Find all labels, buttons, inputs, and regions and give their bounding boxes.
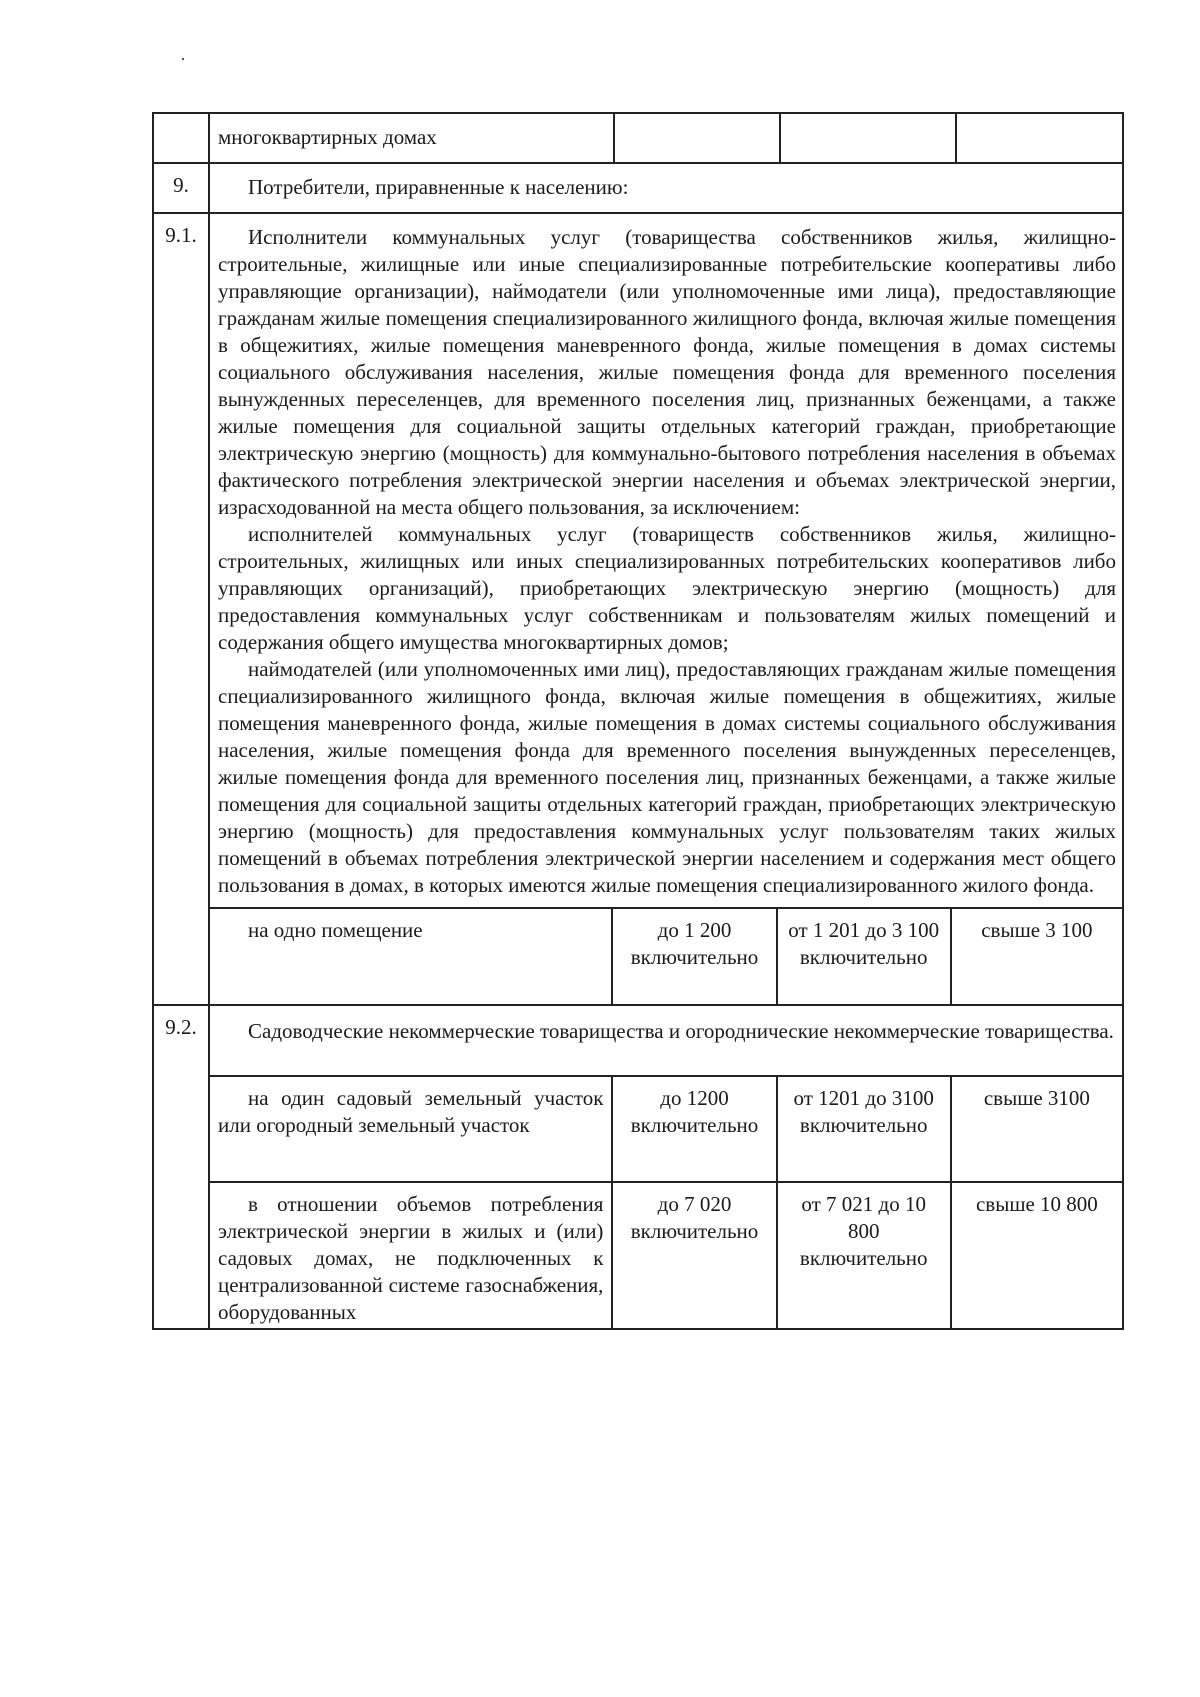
continuation-empty-2 (780, 113, 956, 163)
row-9-1-description (210, 214, 1122, 908)
row-9-1-range-1: до 1 200 включительно (612, 908, 776, 1004)
continuation-number-cell (153, 113, 209, 163)
row-9-1-content (209, 213, 1123, 1005)
row-9-2-number: 9.2. (153, 1005, 209, 1329)
row-9-1-inner (210, 214, 1122, 1004)
row-9-1-sub-label: на одно помещение (210, 908, 612, 1004)
row-9-2 (153, 1005, 1123, 1329)
continuation-empty-1 (614, 113, 780, 163)
row-9-2-sub1-range-1: до 1200 включительно (612, 1076, 776, 1182)
continuation-row (153, 113, 1123, 163)
tariff-table (152, 112, 1124, 1330)
row-9-2-sub1-label: на один садовый земельный участок или огородный земельный участок (210, 1076, 612, 1182)
row-9-number: 9. (153, 163, 209, 213)
paragraph-main: Исполнители коммунальных услуг (товарищества собственников жилья, жилищно-строительные, жилищные или иные специализированные потребительские кооперативы либо управляющие организации), наймодатели (или уполномоченные ими лица), предоставляющие гражданам жилые помещения специализированного жилищного фонда, включая жилые помещения в общежитиях, жилые помещения маневренного фонда, жилые помещения в домах системы социального обслуживания населения, жилые помещения фонда для временного поселения вынужденных переселенцев, для временного поселения лиц, признанных беженцами, а также жилые помещения для социальной защиты отдельных категорий граждан, приобретающие электрическую энергию (мощность) для коммунально-бытового потребления населения в объемах фактического потребления электрической энергии населения и объемах электрической энергии, израсходованной на места общего пользования, за исключением: (218, 225, 1116, 519)
row-9-2-sub2-range-2: от 7 021 до 10 800 включительно (777, 1182, 951, 1328)
row-9-1 (153, 213, 1123, 1005)
row-9-2-sub2-label: в отношении объемов потребления электрической энергии в жилых и (или) садовых домах, не подключенных к централизованной системе газоснабжения, оборудованных (210, 1182, 612, 1328)
row-9-1-range-3: свыше 3 100 (981, 918, 1093, 942)
row-9-2-content (209, 1005, 1123, 1329)
row-9 (153, 163, 1123, 213)
row-9-2-sub1-range-2: от 1201 до 3100 включительно (777, 1076, 951, 1182)
row-9-text: Потребители, приравненные к населению: (209, 163, 1123, 213)
paragraph-exception-1: исполнителей коммунальных услуг (товариществ собственников жилья, жилищно-строительных, жилищных или иных специализированных потребительских кооперативов либо управляющих организаций), приобретающих электрическую энергию (мощность) для предоставления коммунальных услуг собственникам и пользователям жилых помещений и содержания общего имущества многоквартирных домов; (218, 522, 1116, 654)
scan-dot (182, 58, 184, 60)
row-9-1-number: 9.1. (153, 213, 209, 1005)
row-9-2-description: Садоводческие некоммерческие товарищества и огороднические некоммерческие товарищества. (210, 1006, 1122, 1076)
continuation-text: многоквартирных домах (209, 113, 614, 163)
row-9-2-sub1-range-3: свыше 3100 (951, 1076, 1122, 1182)
row-9-2-sub2-range-1: до 7 020 включительно (612, 1182, 776, 1328)
row-9-2-inner (210, 1006, 1122, 1328)
row-9-2-sub2-range-3: свыше 10 800 (975, 1192, 1098, 1216)
row-9-1-range-2: от 1 201 до 3 100 включительно (777, 908, 951, 1004)
paragraph-exception-2: наймодателей (или уполномоченных ими лиц), предоставляющих гражданам жилые помещения специализированного жилищного фонда, включая жилые помещения в общежитиях, жилые помещения маневренного фонда, жилые помещения в домах системы социального обслуживания населения, жилые помещения фонда для временного поселения вынужденных переселенцев, жилые помещения фонда для временного поселения лиц, признанных беженцами, а также жилые помещения для социальной защиты отдельных категорий граждан, приобретающих электрическую энергию (мощность) для предоставления коммунальных услуг пользователям таких жилых помещений в объемах потребления электрической энергии населением и содержания мест общего пользования в домах, в которых имеются жилые помещения специализированного жилого фонда. (218, 657, 1116, 897)
continuation-empty-3 (956, 113, 1123, 163)
